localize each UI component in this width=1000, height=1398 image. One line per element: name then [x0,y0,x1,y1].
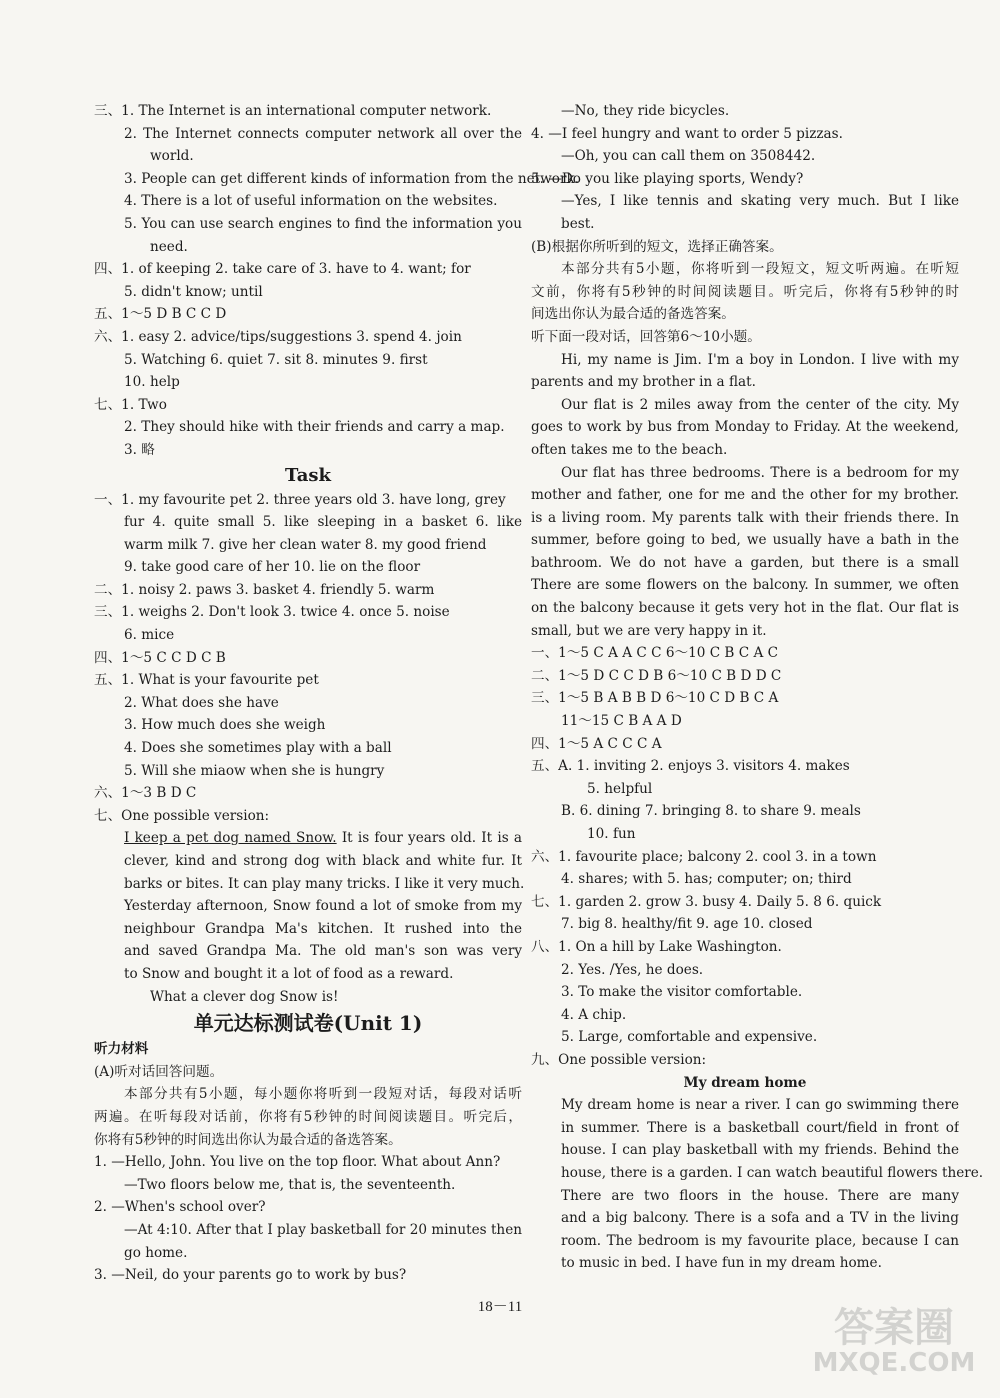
left-line: (A)听对话回答问题。 [94,1063,224,1080]
right-line: in summer. There is a basketball court/field in front of [561,1119,959,1136]
left-line: neighbour Grandpa Ma's kitchen. It rushed into the [124,920,522,937]
left-line: and saved Grandpa Ma. The old man's son was very [124,943,522,960]
right-line: summer, before going to bed, we usually have a bath in the [531,532,959,549]
left-line: 3. People can get different kinds of information from the network. [124,170,580,187]
right-line: 六、1. favourite place; balcony 2. cool 3. in a town [531,848,877,865]
right-line: My dream home [683,1074,807,1091]
right-line: and a big balcony. There is a sofa and a TV in the living [561,1210,959,1227]
right-line: 7. big 8. healthy/fit 9. age 10. closed [561,916,813,933]
left-line: 五、1～5 D B C C D [94,306,227,323]
right-line: 九、One possible version: [531,1051,707,1068]
right-line: There are two floors in the house. There are many [561,1187,959,1204]
right-line: There are some flowers on the balcony. In summer, we often [531,577,959,594]
left-line: Task [285,464,331,486]
left-line: 3. How much does she weigh [124,717,326,734]
right-line: 听下面一段对话，回答第6～10小题。 [531,328,761,345]
left-line: warm milk 7. give her clean water 8. my good friend [124,536,487,553]
right-line: 三、1～5 B A B B D 6～10 C D B C A [531,690,779,707]
left-line: 4. There is a lot of useful information on the websites. [124,193,498,210]
page-number: 18－11 [477,1299,523,1315]
left-line: 5. Will she miaow when she is hungry [124,762,385,779]
right-line: 二、1～5 D C C D B 6～10 C B D D C [531,667,782,684]
left-line: 3. —Neil, do your parents go to work by bus? [94,1267,407,1284]
underlined-sentence: I keep a pet dog named Snow. [124,830,337,847]
left-line: 四、1～5 C C D C B [94,649,226,666]
left-line: Yesterday afternoon, Snow found a lot of smoke from my [124,898,522,915]
left-line: 2. —When's school over? [94,1199,266,1216]
right-line: on the balcony because it gets very hot in the flat. Our flat is [531,600,959,617]
right-line: 四、1～5 A C C C A [531,735,662,752]
right-line: 4. shares; with 5. has; computer; on; third [561,871,852,888]
right-line: 七、1. garden 2. grow 3. busy 4. Daily 5. 8 6. quick [531,893,882,910]
left-line: 五、1. What is your favourite pet [94,672,319,689]
right-line: Hi, my name is Jim. I'm a boy in London. I live with my [561,351,959,368]
left-line: 2. What does she have [124,694,279,711]
left-line: 七、One possible version: [94,807,270,824]
right-line: 5. —Do you like playing sports, Wendy? [531,170,804,187]
left-line: 三、1. weighs 2. Don't look 3. twice 4. once 5. noise [94,604,450,621]
left-line: 本部分共有5小题，每小题你将听到一段短对话，每段对话听 [124,1086,522,1103]
right-line: to music in bed. I have fun in my dream home. [561,1255,882,1272]
left-line: 3. 略 [124,441,155,458]
left-line: 三、1. The Internet is an international computer network. [94,103,492,119]
left-line: What a clever dog Snow is! [150,988,339,1005]
watermark-logo [806,1292,982,1388]
line-text: It is four years old. It is a [341,830,522,847]
right-line: often takes me to the beach. [531,441,728,458]
right-line: (B)根据你所听到的短文，选择正确答案。 [531,238,783,255]
left-line: 六、1. easy 2. advice/tips/suggestions 3. spend 4. join [94,328,462,345]
right-line: 间选出你认为最合适的备选答案。 [531,306,735,323]
left-line: 四、1. of keeping 2. take care of 3. have to 4. want; for [94,261,471,278]
left-line: 一、1. my favourite pet 2. three years old 3. have long, grey [94,491,506,508]
left-line: 2. They should hike with their friends and carry a map. [124,419,505,436]
left-line: 5. You can use search engines to find the information you [124,215,522,232]
right-line: 11～15 C B A A D [561,713,682,730]
right-column [531,100,984,1275]
right-line: Our flat is 2 miles away from the center of the city. My [561,396,959,413]
left-line [94,827,522,850]
right-line: room. The bedroom is my favourite place, because I can [561,1232,959,1249]
right-line: bathroom. We do not have a garden, but there is a small [531,554,959,571]
watermark-text: 答案圈 [834,1305,954,1351]
right-line: goes to work by bus from Monday to Friday. At the weekend, [531,419,959,436]
watermark-url: MXQE.COM [812,1348,976,1378]
right-line: 3. To make the visitor comfortable. [561,984,803,1001]
right-line: —Oh, you can call them on 3508442. [561,148,816,165]
left-line: barks or bites. It can play many tricks. I like it very much. [124,875,525,892]
right-line: is a living room. My parents talk with their friends there. In [531,509,959,526]
left-line: 听力材料 [94,1041,149,1058]
right-line: parents and my brother in a flat. [531,374,756,391]
right-line: 5. helpful [587,780,653,797]
left-line: 七、1. Two [94,396,167,413]
right-line: small, but we are very happy in it. [531,622,767,639]
right-line: house. I can play basketball with my friends. Behind the [561,1142,959,1159]
left-line: 9. take good care of her 10. lie on the floor [124,559,421,576]
left-line: 5. Watching 6. quiet 7. sit 8. minutes 9. first [124,351,428,368]
left-line: 2. The Internet connects computer network all over the [124,125,522,142]
right-line: 2. Yes. /Yes, he does. [561,961,704,978]
left-line: 二、1. noisy 2. paws 3. basket 4. friendly 5. warm [94,581,435,598]
left-line: need. [150,238,188,255]
right-line: —No, they ride bicycles. [561,103,730,119]
left-line: —At 4:10. After that I play basketball for 20 minutes then [124,1221,522,1238]
right-line: 5. Large, comfortable and expensive. [561,1029,818,1046]
right-line: 八、1. On a hill by Lake Washington. [531,938,782,955]
right-line: 一、1～5 C A A C C 6～10 C B C A C [531,645,778,662]
left-line: 单元达标测试卷(Unit 1) [193,1011,423,1036]
left-line: 1. —Hello, John. You live on the top floor. What about Ann? [94,1154,501,1171]
right-line: 本部分共有5小题，你将听到一段短文，短文听两遍。在听短 [561,261,959,278]
left-line: go home. [124,1244,188,1261]
left-line: clever, kind and strong dog with black and white fur. It [124,853,522,869]
left-line: to Snow and bought it a lot of food as a reward. [124,965,454,982]
right-line: 4. —I feel hungry and want to order 5 pizzas. [531,125,843,142]
left-line: world. [150,148,194,165]
right-line: Our flat has three bedrooms. There is a bedroom for my [561,464,959,481]
right-line: My dream home is near a river. I can go swimming there [561,1097,959,1114]
left-line: fur 4. quite small 5. like sleeping in a basket 6. like [124,514,522,531]
right-line: house, there is a garden. I can watch beautiful flowers there. [561,1164,984,1181]
right-line: mother and father, one for me and the other for my brother. [531,487,959,504]
right-line: 五、A. 1. inviting 2. enjoys 3. visitors 4. makes [531,758,850,775]
right-line: 文前，你将有5秒钟的时间阅读题目。听完后，你将有5秒钟的时 [531,283,959,300]
right-line: best. [561,215,595,232]
left-line: —Two floors below me, that is, the seventeenth. [124,1176,456,1193]
right-line: 10. fun [587,826,636,842]
right-line: —Yes, I like tennis and skating very much. But I like [561,193,959,210]
left-line: 5. didn't know; until [124,283,263,300]
right-line: 4. A chip. [561,1006,627,1023]
left-line: 6. mice [124,627,175,644]
right-line: B. 6. dining 7. bringing 8. to share 9. meals [561,803,861,820]
left-line: 10. help [124,374,180,391]
left-line: 4. Does she sometimes play with a ball [124,740,392,757]
left-line: 你将有5秒钟的时间选出你认为最合适的备选答案。 [94,1131,402,1148]
left-line: 两遍。在听每段对话前，你将有5秒钟的时间阅读题目。听完后， [94,1108,522,1125]
left-line: 六、1～3 B D C [94,785,197,802]
